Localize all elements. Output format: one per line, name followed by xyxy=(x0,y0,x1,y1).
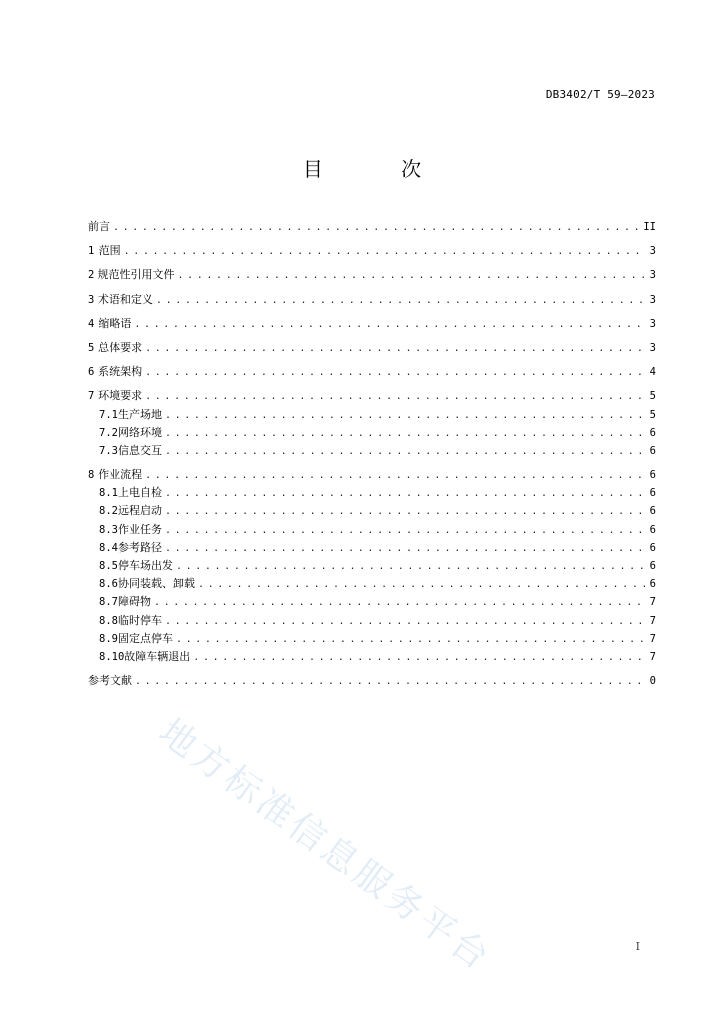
toc-entry-2[interactable] xyxy=(88,266,656,284)
toc-leader-dots xyxy=(145,364,645,382)
toc-entry-label: 上电自检 xyxy=(117,486,162,500)
toc-entry-label: 规范性引用文件 xyxy=(97,268,175,282)
toc-entry-label: 系统架构 xyxy=(98,365,143,379)
toc-entry-number: 3 xyxy=(88,293,95,306)
toc-entry-label: 生产场地 xyxy=(117,407,162,421)
toc-entry-8-9[interactable] xyxy=(88,630,656,648)
toc-entry-number: 8.8 xyxy=(99,614,118,627)
toc-leader-dots xyxy=(154,594,645,612)
toc-leader-dots xyxy=(165,443,645,461)
toc-leader-dots xyxy=(124,243,645,261)
toc-entry-number: 2 xyxy=(88,269,95,282)
toc-entry-page: 3 xyxy=(649,341,656,354)
toc-entry-page: 3 xyxy=(649,245,656,258)
toc-leader-dots xyxy=(135,673,645,691)
toc-entry-label: 障碍物 xyxy=(117,595,151,609)
toc-leader-dots xyxy=(113,219,640,237)
toc-entry-page: 6 xyxy=(649,541,656,554)
toc-entry-label: 术语和定义 xyxy=(97,292,153,306)
toc-entry-label: 参考路径 xyxy=(117,540,162,554)
toc-entry-page: 6 xyxy=(649,444,656,457)
toc-entry-number: 8 xyxy=(88,469,95,482)
toc-entry-label: 远程启动 xyxy=(117,504,162,518)
toc-leader-dots xyxy=(165,425,645,443)
toc-entry-number: 7 xyxy=(88,390,95,403)
toc-entry-number: 8.3 xyxy=(99,523,118,536)
toc-leader-dots xyxy=(198,576,645,594)
toc-entry-label: 固定点停车 xyxy=(117,631,173,645)
toc-leader-dots xyxy=(165,485,645,503)
toc-entry-8-7[interactable] xyxy=(88,593,656,611)
toc-entry-1[interactable] xyxy=(88,242,656,260)
toc-entry-number: 1 xyxy=(88,245,95,258)
toc-entry-8-4[interactable] xyxy=(88,539,656,557)
toc-entry-7-3[interactable] xyxy=(88,442,656,460)
toc-entry-page: 7 xyxy=(649,632,656,645)
toc-entry-label: 参考文献 xyxy=(88,674,132,688)
toc-entry-number: 6 xyxy=(88,366,95,379)
toc-entry-8-1[interactable] xyxy=(88,484,656,502)
toc-entry-number: 8.1 xyxy=(99,487,118,500)
toc-entry-references[interactable] xyxy=(88,672,656,690)
toc-entry-6[interactable] xyxy=(88,363,656,381)
toc-entry-8[interactable] xyxy=(88,466,656,484)
toc-entry-number: 8.7 xyxy=(99,596,118,609)
toc-entry-page: 7 xyxy=(649,650,656,663)
toc-entry-4[interactable] xyxy=(88,315,656,333)
toc-entry-number: 8.4 xyxy=(99,541,118,554)
toc-entry-8-6[interactable] xyxy=(88,575,656,593)
toc-entry-page: 6 xyxy=(649,578,656,591)
toc-entry-foreword[interactable] xyxy=(88,218,656,236)
toc-entry-label: 缩略语 xyxy=(98,316,132,330)
toc-entry-page: 3 xyxy=(649,293,656,306)
toc-leader-dots xyxy=(176,558,645,576)
toc-entry-number: 7.1 xyxy=(99,408,118,421)
toc-entry-label: 信息交互 xyxy=(117,443,162,457)
toc-entry-7-2[interactable] xyxy=(88,424,656,442)
toc-entry-8-8[interactable] xyxy=(88,612,656,630)
toc-entry-page: 5 xyxy=(649,408,656,421)
toc-entry-5[interactable] xyxy=(88,339,656,357)
toc-entry-page: 6 xyxy=(649,505,656,518)
toc-entry-7[interactable] xyxy=(88,387,656,405)
toc-leader-dots xyxy=(145,388,645,406)
toc-leader-dots xyxy=(145,340,645,358)
toc-entry-8-10[interactable] xyxy=(88,648,656,666)
toc-entry-7-1[interactable] xyxy=(88,406,656,424)
toc-entry-label: 环境要求 xyxy=(98,389,143,403)
toc-entry-label: 作业流程 xyxy=(98,468,143,482)
toc-entry-number: 5 xyxy=(88,341,95,354)
toc-entry-number: 7.2 xyxy=(99,426,118,439)
toc-entry-page: 4 xyxy=(649,366,656,379)
toc-entry-label: 网络环境 xyxy=(117,425,162,439)
toc-entry-8-2[interactable] xyxy=(88,502,656,520)
toc-entry-label: 作业任务 xyxy=(117,522,162,536)
toc-list xyxy=(88,218,656,690)
toc-entry-number: 8.2 xyxy=(99,505,118,518)
toc-entry-number: 8.5 xyxy=(99,560,118,572)
toc-entry-page: 7 xyxy=(649,614,656,627)
toc-leader-dots xyxy=(176,631,645,649)
toc-entry-8-5[interactable] xyxy=(88,557,656,575)
toc-entry-page: 0 xyxy=(649,675,656,688)
toc-entry-number: 4 xyxy=(88,317,95,330)
toc-entry-page: 5 xyxy=(649,390,656,403)
toc-entry-number: 8.6 xyxy=(99,578,118,591)
toc-entry-page: 6 xyxy=(649,523,656,536)
toc-title: 目 次 xyxy=(302,157,458,181)
toc-entry-number: 7.3 xyxy=(99,444,118,457)
toc-entry-label: 停车场出发 xyxy=(117,559,173,572)
toc-entry-number: 8.10 xyxy=(99,650,125,663)
toc-entry-3[interactable] xyxy=(88,291,656,309)
toc-entry-page: 6 xyxy=(649,426,656,439)
toc-leader-dots xyxy=(156,292,645,310)
toc-leader-dots xyxy=(165,503,645,521)
toc-leader-dots xyxy=(165,407,645,425)
toc-entry-label: 前言 xyxy=(88,220,110,233)
toc-entry-label: 范围 xyxy=(98,244,121,258)
toc-entry-page: 3 xyxy=(649,269,656,282)
toc-leader-dots xyxy=(134,316,645,334)
toc-entry-label: 协同装载、卸载 xyxy=(117,577,195,591)
toc-entry-page: 6 xyxy=(649,469,656,482)
toc-leader-dots xyxy=(145,467,645,485)
toc-leader-dots xyxy=(193,649,645,667)
toc-entry-label: 故障车辆退出 xyxy=(124,649,191,663)
toc-entry-label: 临时停车 xyxy=(117,613,162,627)
toc-leader-dots xyxy=(165,613,645,631)
toc-entry-page: II xyxy=(643,221,656,233)
doc-code: DB3402/T 59—2023 xyxy=(545,88,655,101)
toc-leader-dots xyxy=(165,522,645,540)
toc-entry-page: 6 xyxy=(649,487,656,500)
watermark: 地方标准信息服务平台 xyxy=(151,711,499,980)
toc-entry-page: 3 xyxy=(649,317,656,330)
toc-entry-page: 6 xyxy=(649,560,656,572)
toc-entry-8-3[interactable] xyxy=(88,521,656,539)
toc-leader-dots xyxy=(177,267,645,285)
toc-leader-dots xyxy=(165,540,645,558)
toc-entry-number: 8.9 xyxy=(99,632,118,645)
toc-entry-label: 总体要求 xyxy=(98,340,143,354)
footer-page-number: I xyxy=(635,940,640,953)
toc-entry-page: 7 xyxy=(649,596,656,609)
